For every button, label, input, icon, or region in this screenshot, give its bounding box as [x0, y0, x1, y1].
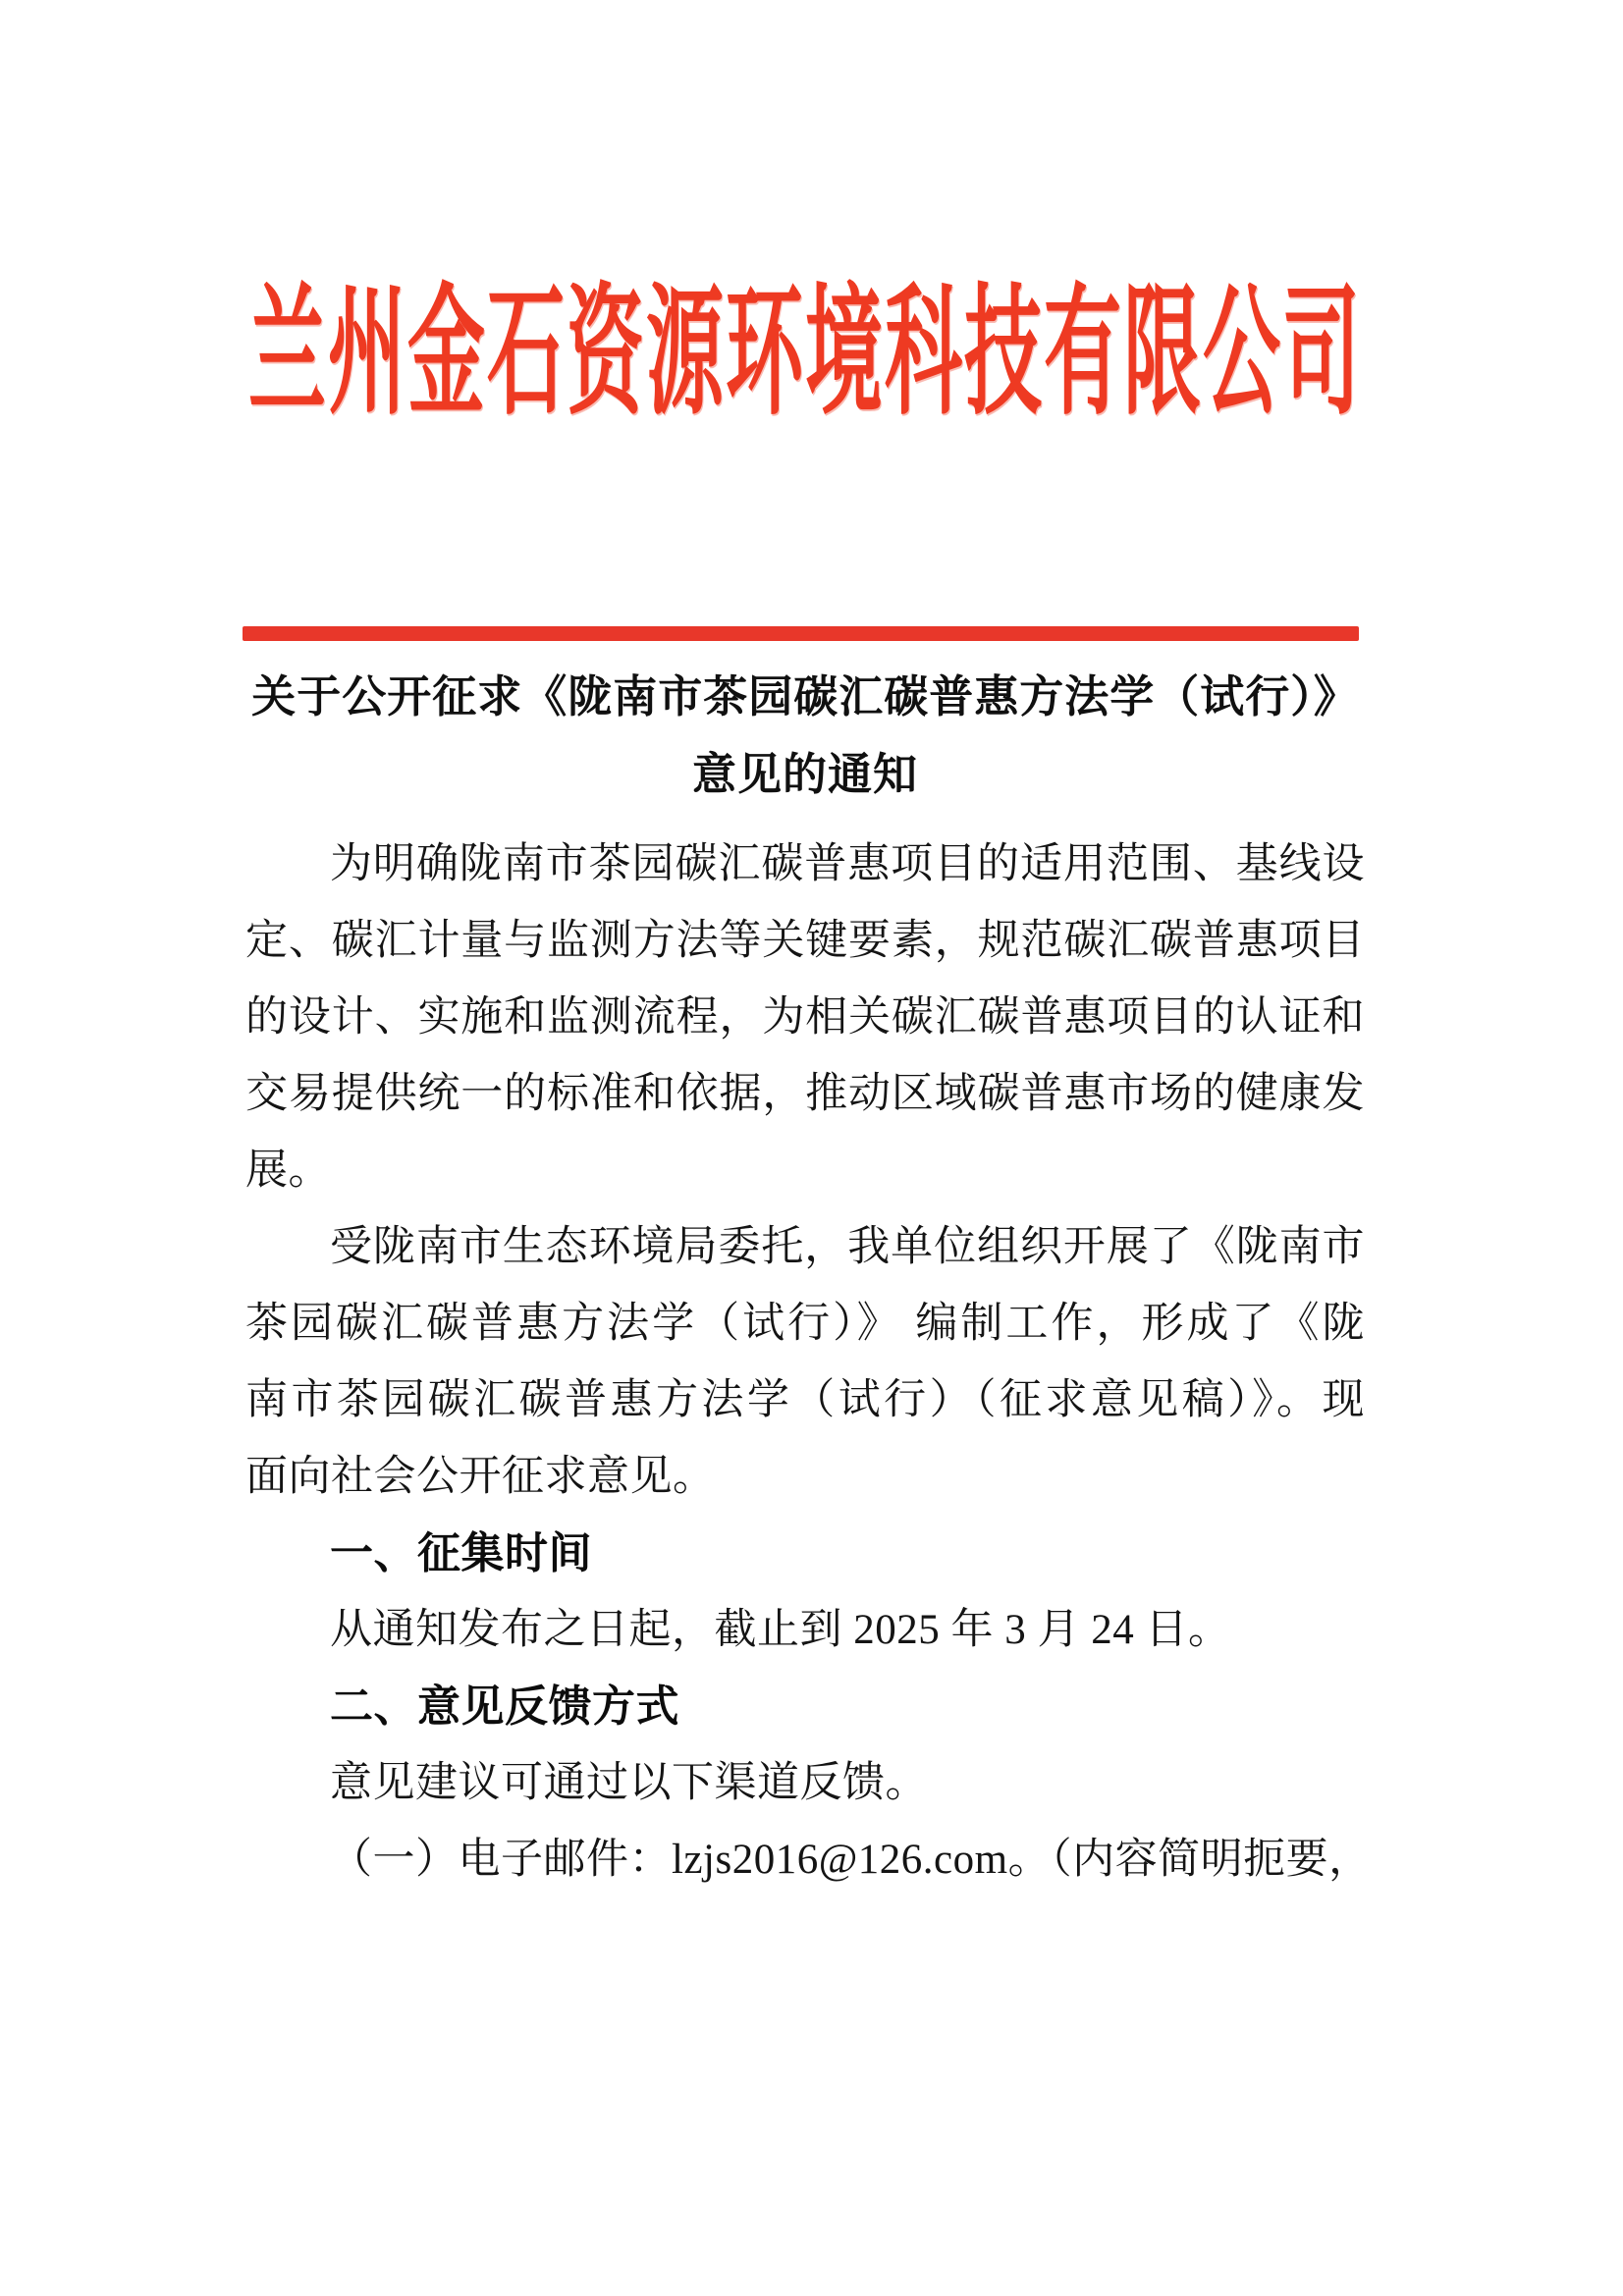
notice-title-line-2: 意见的通知 [691, 750, 918, 799]
deadline-line: 从通知发布之日起，截止到 2025 年 3 月 24 日。 [330, 1607, 1231, 1653]
section-1-heading: 一、征集时间 [330, 1529, 592, 1577]
notice-body [245, 827, 1372, 1898]
body-line: 受陇南市生态环境局委托，我单位组织开展了《陇南市 [330, 1224, 1365, 1270]
company-letterhead [245, 277, 1365, 434]
body-line: 的设计、实施和监测流程，为相关碳汇碳普惠项目的认证和 [245, 994, 1365, 1041]
feedback-intro-line: 意见建议可通过以下渠道反馈。 [330, 1760, 928, 1806]
notice-title-line-1: 关于公开征求《陇南市茶园碳汇碳普惠方法学（试行）》 [251, 672, 1359, 721]
section-2-heading: 二、意见反馈方式 [330, 1682, 679, 1731]
body-line: 为明确陇南市茶园碳汇碳普惠项目的适用范围、基线设 [330, 841, 1365, 887]
body-line: 交易提供统一的标准和依据，推动区域碳普惠市场的健康发 [245, 1071, 1365, 1117]
body-line: 定、碳汇计量与监测方法等关键要素，规范碳汇碳普惠项目 [245, 918, 1365, 964]
letterhead-divider-rule [243, 626, 1359, 641]
body-line: 南市茶园碳汇碳普惠方法学（试行）（征求意见稿）》。现 [245, 1377, 1365, 1423]
body-line: 展。 [245, 1148, 331, 1194]
body-line: 面向社会公开征求意见。 [245, 1454, 716, 1500]
body-line: 茶园碳汇碳普惠方法学（试行）》 编制工作，形成了《陇 [245, 1301, 1365, 1347]
company-letterhead-text: 兰州金石资源环境科技有限公司 [248, 277, 1362, 434]
email-line: （一）电子邮件：lzjs2016@126.com。（内容简明扼要， [330, 1837, 1372, 1883]
notice-title [245, 659, 1365, 814]
